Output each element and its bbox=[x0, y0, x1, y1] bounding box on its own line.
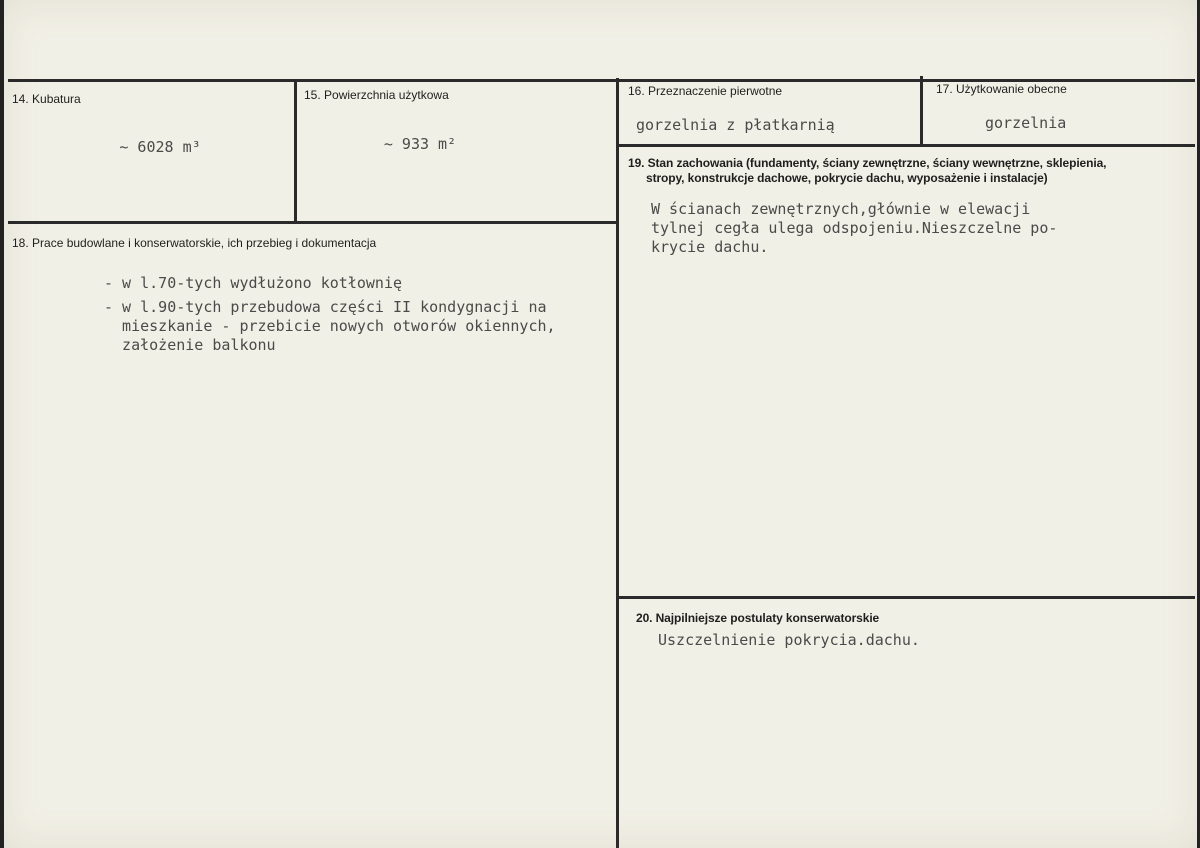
field-18-line-2: - w l.90-tych przebudowa części II kondygnacji na bbox=[104, 298, 547, 316]
field-19-label-line-1: 19. Stan zachowania (fundamenty, ściany zewnętrzne, ściany wewnętrzne, sklepienia, bbox=[628, 156, 1107, 170]
field-20-label: 20. Najpilniejsze postulaty konserwatorskie bbox=[636, 611, 880, 625]
field-16-value: gorzelnia z płatkarnią bbox=[636, 116, 835, 134]
field-14-label: 14. Kubatura bbox=[12, 92, 81, 106]
rule-above-20 bbox=[617, 596, 1195, 599]
field-17-label: 17. Użytkowanie obecne bbox=[936, 82, 1067, 96]
card-left-edge bbox=[0, 0, 4, 848]
field-19-line-1: W ścianach zewnętrznych,głównie w elewacji bbox=[651, 200, 1031, 218]
field-18-line-1: - w l.70-tych wydłużono kotłownię bbox=[104, 274, 403, 292]
divider-15-16 bbox=[616, 78, 619, 848]
field-15-value: ~ 933 m² bbox=[383, 135, 457, 153]
field-19-line-3: krycie dachu. bbox=[651, 238, 769, 256]
field-19-label-line-2: stropy, konstrukcje dachowe, pokrycie dachu, wyposażenie i instalacje) bbox=[646, 171, 1048, 185]
rule-under-16-17 bbox=[617, 144, 1195, 147]
field-18-line-3: mieszkanie - przebicie nowych otworów okiennych, bbox=[104, 317, 556, 335]
divider-16-17 bbox=[920, 76, 923, 146]
field-18-line-4: założenie balkonu bbox=[104, 336, 276, 354]
divider-14-15 bbox=[294, 80, 297, 223]
field-14-value: ~ 6028 m³ bbox=[119, 138, 201, 156]
field-17-value: gorzelnia bbox=[985, 114, 1067, 132]
field-20-value: Uszczelnienie pokrycia.dachu. bbox=[658, 631, 920, 649]
field-16-label: 16. Przeznaczenie pierwotne bbox=[628, 84, 783, 98]
field-19-line-2: tylnej cegła ulega odspojeniu.Nieszczelne po- bbox=[651, 219, 1058, 237]
field-15-label: 15. Powierzchnia użytkowa bbox=[304, 88, 449, 102]
field-18-label: 18. Prace budowlane i konserwatorskie, ich przebieg i dokumentacja bbox=[12, 236, 377, 250]
rule-under-14-15 bbox=[8, 221, 618, 224]
